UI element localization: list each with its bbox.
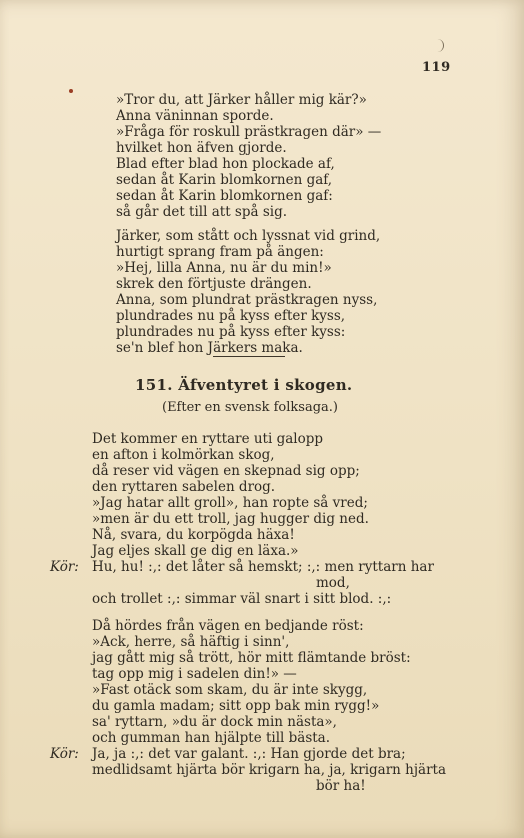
section-divider — [213, 356, 285, 357]
verse-line: »men är du ett troll, jag hugger dig ned. — [92, 511, 369, 527]
verse-line: »Fast otäck som skam, du är inte skygg, — [92, 682, 368, 698]
poem-line: Anna väninnan sporde. — [116, 108, 274, 124]
verse-line: Det kommer en ryttare uti galopp — [92, 431, 324, 447]
verse-line: »Ack, herre, så häftig i sinn', — [92, 634, 290, 650]
poem-line: »Fråga för roskull prästkragen där» — — [116, 124, 382, 140]
verse-line: du gamla madam; sitt opp bak min rygg!» — [92, 698, 380, 714]
poem-line: »Tror du, att Järker håller mig kär?» — [116, 92, 367, 108]
poem-line: Järker, som stått och lyssnat vid grind, — [116, 228, 381, 244]
poem-line: plundrades nu på kyss efter kyss: — [116, 324, 346, 340]
verse-line: den ryttaren sabelen drog. — [92, 479, 276, 495]
chorus-line: Ja, ja :,: det var galant. :,: Han gjorde det bra; — [92, 746, 406, 762]
verse-line: »Jag hatar allt groll», han ropte så vred; — [92, 495, 368, 511]
verse-line: och gumman han hjälpte till bästa. — [92, 730, 331, 746]
verse-line: Jag eljes skall ge dig en läxa.» — [92, 543, 299, 559]
verse-line: tag opp mig i sadelen din!» — — [92, 666, 297, 682]
verse-line: jag gått mig så trött, hör mitt flämtande bröst: — [92, 650, 411, 666]
chorus-label: Kör: — [50, 559, 79, 575]
margin-mark — [437, 39, 444, 52]
poem-line: Anna, som plundrat prästkragen nyss, — [116, 292, 378, 308]
song-title-text: Äfventyret i skogen. — [178, 376, 353, 394]
chorus-line: medlidsamt hjärta bör krigarn ha, ja, krigarn hjärta — [92, 762, 447, 778]
poem-line: se'n blef hon Järkers maka. — [116, 340, 303, 356]
song-title — [135, 376, 352, 394]
poem-line: sedan åt Karin blomkornen gaf, — [116, 172, 333, 188]
verse-line: då reser vid vägen en skepnad sig opp; — [92, 463, 360, 479]
poem-line: sedan åt Karin blomkornen gaf: — [116, 188, 333, 204]
ink-dot — [69, 89, 73, 93]
song-number: 151. — [135, 376, 173, 394]
verse-line: Då hördes från vägen en bedjande röst: — [92, 618, 364, 634]
poem-line: »Hej, lilla Anna, nu är du min!» — [116, 260, 332, 276]
poem-line: skrek den förtjuste drängen. — [116, 276, 312, 292]
poem-line: Blad efter blad hon plockade af, — [116, 156, 335, 172]
chorus-line: Hu, hu! :,: det låter så hemskt; :,: men ryttarn har — [92, 559, 434, 575]
poem-line: hvilket hon äfven gjorde. — [116, 140, 287, 156]
chorus-line: och trollet :,: simmar väl snart i sitt blod. :,: — [92, 591, 392, 607]
poem-line: så går det till att spå sig. — [116, 204, 287, 220]
page-number: 119 — [422, 60, 451, 75]
poem-line: hurtigt sprang fram på ängen: — [116, 244, 324, 260]
verse-line: Nå, svara, du korpögda häxa! — [92, 527, 295, 543]
chorus-label: Kör: — [50, 746, 79, 762]
chorus-line-continuation: mod, — [316, 575, 350, 591]
poem-line: plundrades nu på kyss efter kyss, — [116, 308, 346, 324]
song-subtitle: (Efter en svensk folksaga.) — [162, 400, 338, 415]
verse-line: en afton i kolmörkan skog, — [92, 447, 275, 463]
verse-line: sa' ryttarn, »du är dock min nästa», — [92, 714, 337, 730]
chorus-line-continuation: bör ha! — [316, 778, 366, 794]
